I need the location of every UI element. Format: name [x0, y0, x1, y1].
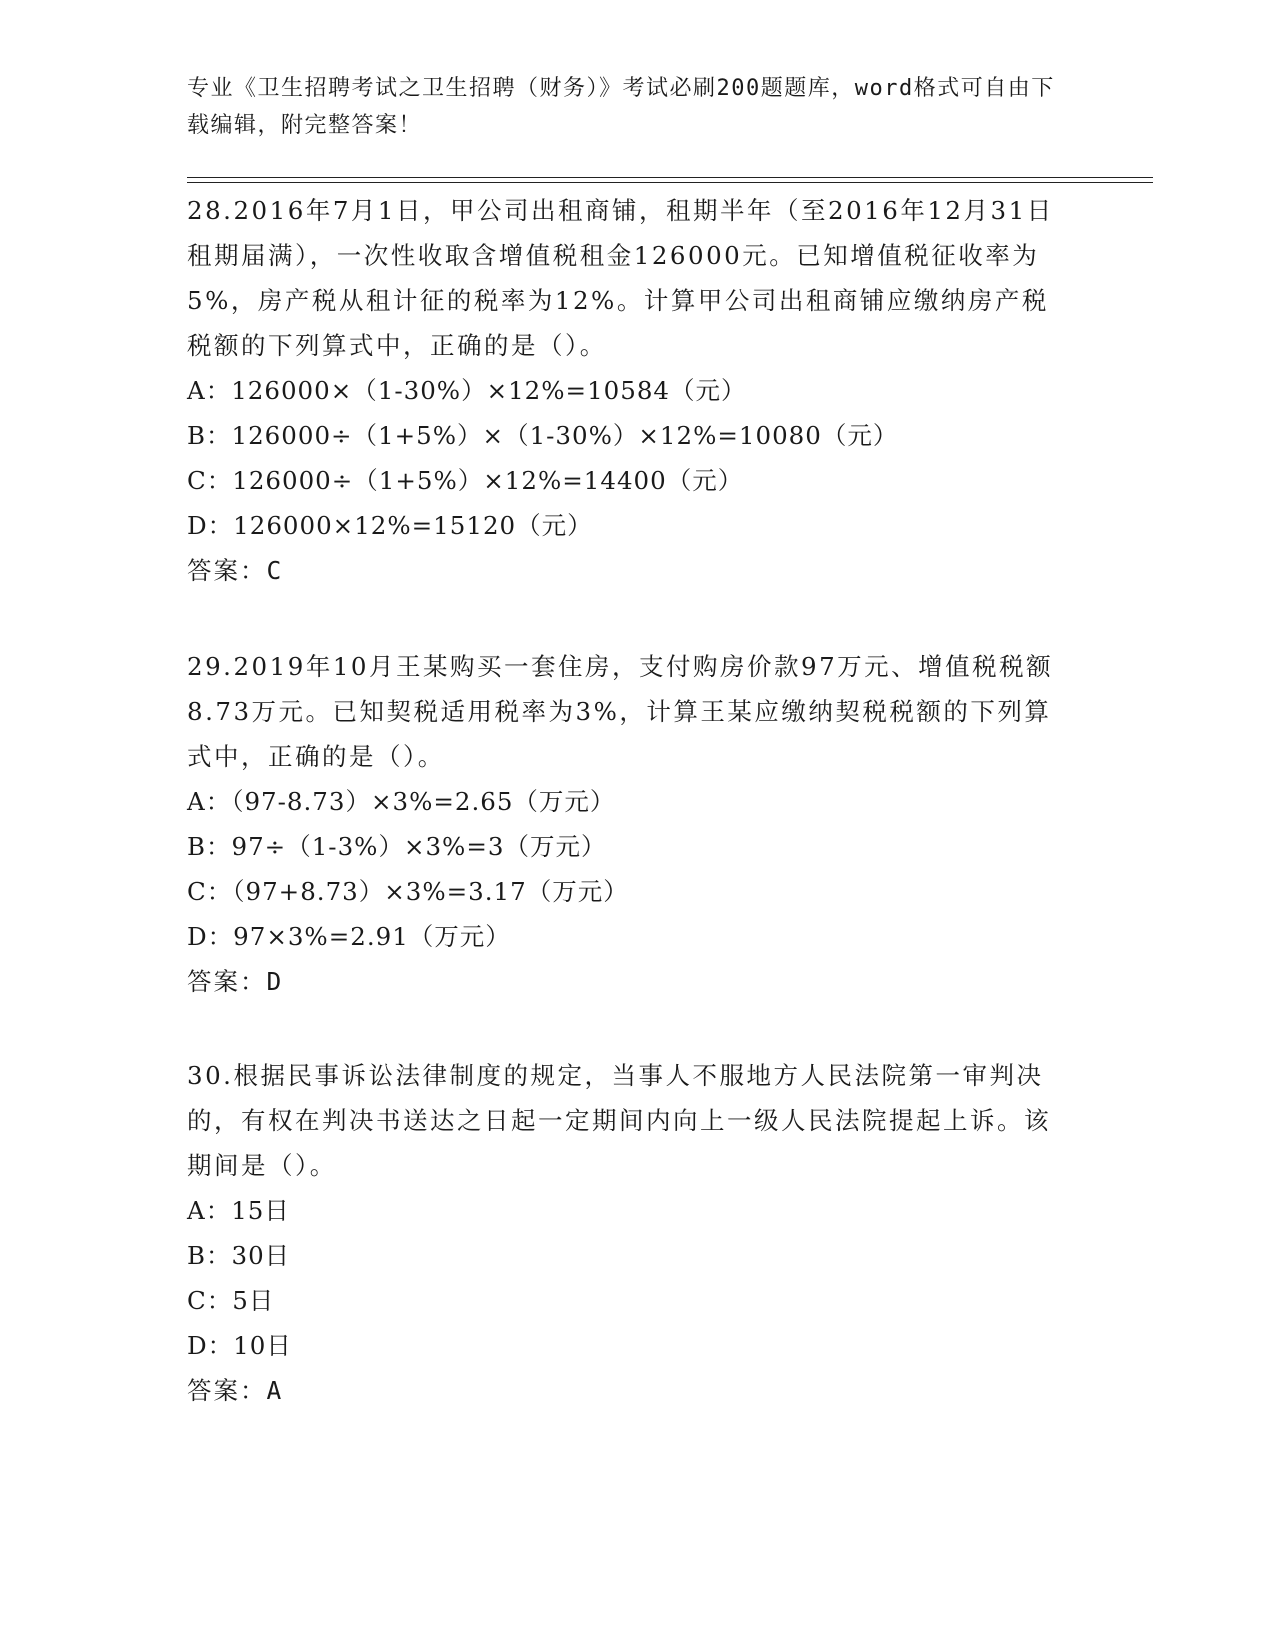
- question-29: [187, 644, 1067, 1004]
- option-b: B：97÷（1-3%）×3%=3（万元）: [187, 832, 607, 861]
- question-30: [187, 1053, 1067, 1413]
- question-28: [187, 188, 1067, 593]
- answer: 答案：D: [187, 967, 284, 996]
- option-b: B：126000÷（1+5%）×（1-30%）×12%=10080（元）: [187, 421, 899, 450]
- question-stem: 28.2016年7月1日，甲公司出租商铺，租期半年（至2016年12月31日租期届满），一次性收取含增值税租金126000元。已知增值税征收率为5%，房产税从租计征的税率为12%。计算甲公司出租商铺应缴纳房产税税额的下列算式中，正确的是（）。: [187, 196, 1054, 360]
- option-b: B：30日: [187, 1241, 291, 1270]
- answer: 答案：A: [187, 1376, 284, 1405]
- option-d: D：97×3%=2.91（万元）: [187, 922, 511, 951]
- option-a: A：15日: [187, 1196, 290, 1225]
- question-stem: 30.根据民事诉讼法律制度的规定，当事人不服地方人民法院第一审判决的，有权在判决书送达之日起一定期间内向上一级人民法院提起上诉。该期间是（）。: [187, 1061, 1051, 1180]
- option-d: D：10日: [187, 1331, 292, 1360]
- option-d: D：126000×12%=15120（元）: [187, 511, 593, 540]
- option-a: A：126000×（1-30%）×12%=10584（元）: [187, 376, 747, 405]
- answer: 答案：C: [187, 556, 284, 585]
- question-stem: 29.2019年10月王某购买一套住房，支付购房价款97万元、增值税税额8.73万元。已知契税适用税率为3%，计算王某应缴纳契税税额的下列算式中，正确的是（）。: [187, 652, 1054, 771]
- option-c: C：126000÷（1+5%）×12%=14400（元）: [187, 466, 744, 495]
- option-a: A：（97-8.73）×3%=2.65（万元）: [187, 787, 616, 816]
- option-c: C：5日: [187, 1286, 275, 1315]
- header-divider-bottom: [187, 182, 1153, 183]
- document-header: 专业《卫生招聘考试之卫生招聘（财务）》考试必刷200题题库，word格式可自由下载编辑，附完整答案！: [187, 76, 1055, 138]
- option-c: C：（97+8.73）×3%=3.17（万元）: [187, 877, 629, 906]
- header-divider-top: [187, 177, 1153, 178]
